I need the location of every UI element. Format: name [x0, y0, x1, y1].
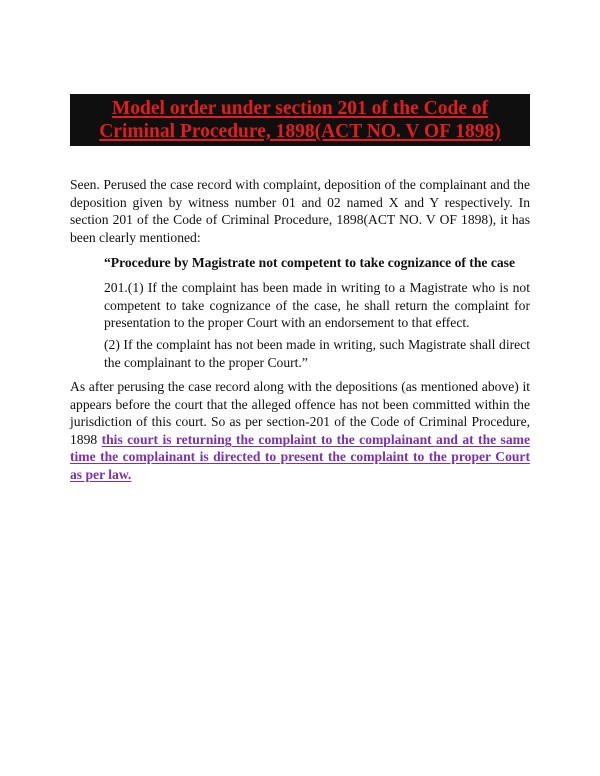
title-banner: [70, 94, 530, 146]
quoted-section-heading: “Procedure by Magistrate not competent to take cognizance of the case: [104, 255, 515, 270]
quoted-subsection-2: (2) If the complaint has not been made in writing, such Magistrate shall direct the complainant to the proper Court.”: [104, 337, 530, 370]
title-line-2: Criminal Procedure, 1898(ACT NO. V OF 1898): [99, 121, 501, 142]
intro-paragraph: Seen. Perused the case record with complaint, deposition of the complainant and the deposition given by witness number 01 and 02 named X and Y respectively. In section 201 of the Code of Criminal Procedure, 1898(ACT NO. V OF 1898), it has been clearly mentioned:: [70, 177, 530, 245]
order-paragraph-text: As after perusing the case record along with the depositions (as mentioned above) it appears before the court that the alleged offence has not been committed within the jurisdiction of this court. So as per section-201 of the Code of Criminal Procedure, 1898: [70, 379, 530, 447]
order-paragraph: [70, 378, 530, 484]
quoted-subsection-1: 201.(1) If the complaint has been made in writing to a Magistrate who is not competent to take cognizance of the case, he shall return the complaint for presentation to the proper Court with an endorsement to that effect.: [104, 280, 530, 331]
order-directive-highlight: this court is returning the complaint to the complainant and at the same time the complainant is directed to present the complaint to the proper Court as per law.: [70, 431, 530, 482]
title-line-1: Model order under section 201 of the Code of: [111, 98, 489, 119]
